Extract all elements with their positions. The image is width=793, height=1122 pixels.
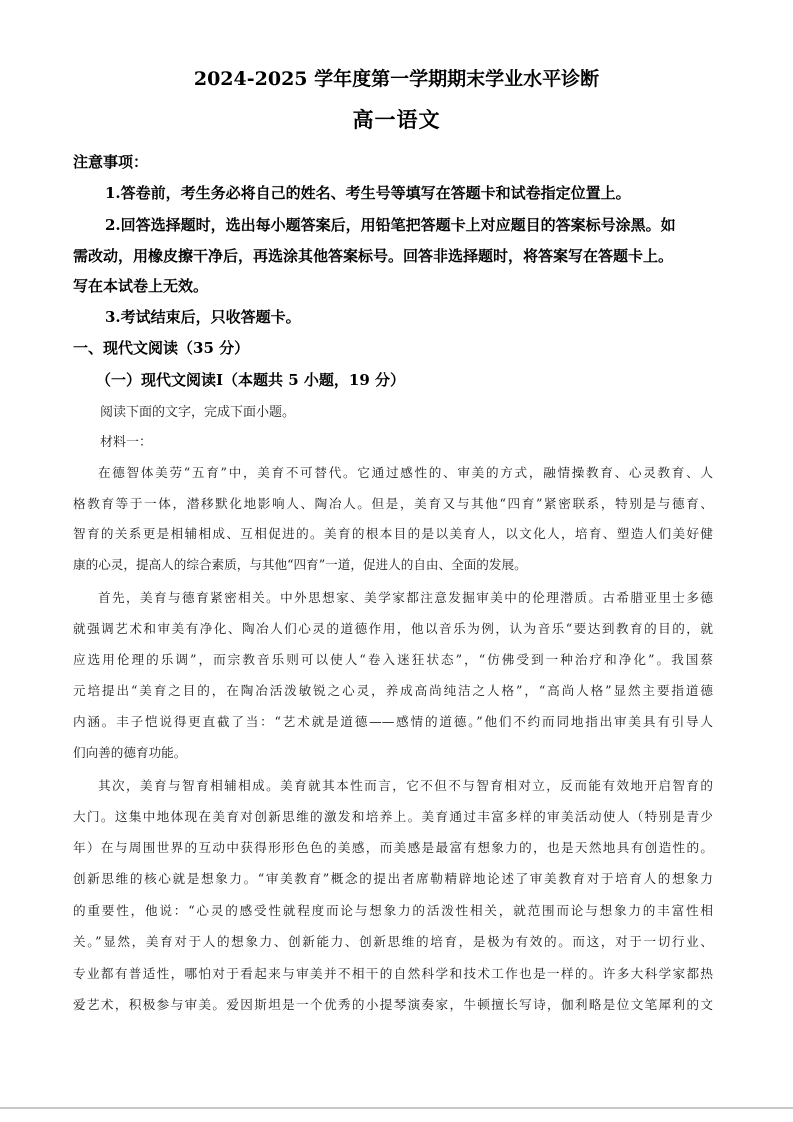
passage-line: 就强调艺术和审美有净化、陶冶人们心灵的道德作用，他以音乐为例，认为音乐“要达到教育的目的，就 xyxy=(73,621,713,636)
material-label: 材料一： xyxy=(100,435,153,450)
notice-line: 3.考试结束后，只收答题卡。 xyxy=(105,308,301,326)
passage-line: 应选用伦理的乐调”，而宗教音乐则可以使人“卷入迷狂状态”，“仿佛受到一种治疗和净化”。我国蔡 xyxy=(73,652,713,667)
passage-line: 在德智体美劳“五育”中，美育不可替代。它通过感性的、审美的方式，融情操教育、心灵教育、人 xyxy=(98,465,713,480)
notice-line: 写在本试卷上无效。 xyxy=(73,277,209,295)
passage-line: 元培提出“美育之目的，在陶冶活泼敏锐之心灵，养成高尚纯洁之人格”，“高尚人格”显然主要指道德 xyxy=(73,683,713,698)
section-subheading: （一）现代文阅读Ⅰ（本题共 5 小题，19 分） xyxy=(96,371,405,389)
notice-line: 1.答卷前，考生务必将自己的姓名、考生号等填写在答题卡和试卷指定位置上。 xyxy=(105,184,631,202)
passage-line: 专业都有普适性，哪怕对于看起来与审美并不相干的自然科学和技术工作也是一样的。许多大科学家都热 xyxy=(73,966,713,981)
passage-line: 其次，美育与智育相辅相成。美育就其本性而言，它不但不与智育相对立，反而能有效地开启智育的 xyxy=(98,778,713,793)
passage-line: 爱艺术，积极参与审美。爱因斯坦是一个优秀的小提琴演奏家，牛顿擅长写诗，伽利略是位文笔犀利的文 xyxy=(73,997,713,1012)
page-bottom-divider xyxy=(0,1107,793,1109)
passage-line: 年）在与周围世界的互动中获得形形色色的美感，而美感是最富有想象力的，也是天然地具有创造性的。 xyxy=(73,840,713,855)
exam-title: 2024-2025 学年度第一学期期末学业水平诊断 xyxy=(193,68,600,90)
passage-line: 内涵。丰子恺说得更直截了当：“艺术就是道德——感情的道德。”他们不约而同地指出审美具有引导人 xyxy=(73,714,713,729)
passage-line: 格教育等于一体，潜移默化地影响人、陶冶人。但是，美育又与其他“四育”紧密联系，特别是与德育、 xyxy=(73,496,713,511)
passage-line: 大门。这集中地体现在美育对创新思维的激发和培养上。美育通过丰富多样的审美活动使人（特别是青少 xyxy=(73,809,713,824)
passage-line: 康的心灵，提高人的综合素质，与其他“四育”一道，促进人的自由、全面的发展。 xyxy=(73,557,527,572)
passage-line: 的重要性，他说：“心灵的感受性就程度而论与想象力的活泼性相关，就范围而论与想象力的丰富性相 xyxy=(73,903,713,918)
subject-title: 高一语文 xyxy=(352,107,441,132)
section-heading: 一、现代文阅读（35 分） xyxy=(73,339,250,357)
notice-line: 需改动，用橡皮擦干净后，再选涂其他答案标号。回答非选择题时，将答案写在答题卡上。 xyxy=(73,247,674,265)
notice-line: 2.回答选择题时，选出每小题答案后，用铅笔把答题卡上对应题目的答案标号涂黑。如 xyxy=(105,216,676,234)
reading-instruction: 阅读下面的文字，完成下面小题。 xyxy=(100,405,296,420)
passage-line: 创新思维的核心就是想象力。“审美教育”概念的提出者席勒精辟地论述了审美教育对于培育人的想象力 xyxy=(73,871,713,886)
passage-line: 们向善的德育功能。 xyxy=(73,745,187,760)
passage-line: 智育的关系更是相辅相成、互相促进的。美育的根本目的是以美育人，以文化人，培育、塑造人们美好健 xyxy=(73,526,713,541)
passage-line: 首先，美育与德育紧密相关。中外思想家、美学家都注意发掘审美中的伦理潜质。古希腊亚里士多德 xyxy=(98,590,713,605)
notice-heading: 注意事项： xyxy=(73,153,149,171)
passage-line: 关。”显然，美育对于人的想象力、创新能力、创新思维的培育，是极为有效的。而这，对于一切行业、 xyxy=(73,934,713,949)
